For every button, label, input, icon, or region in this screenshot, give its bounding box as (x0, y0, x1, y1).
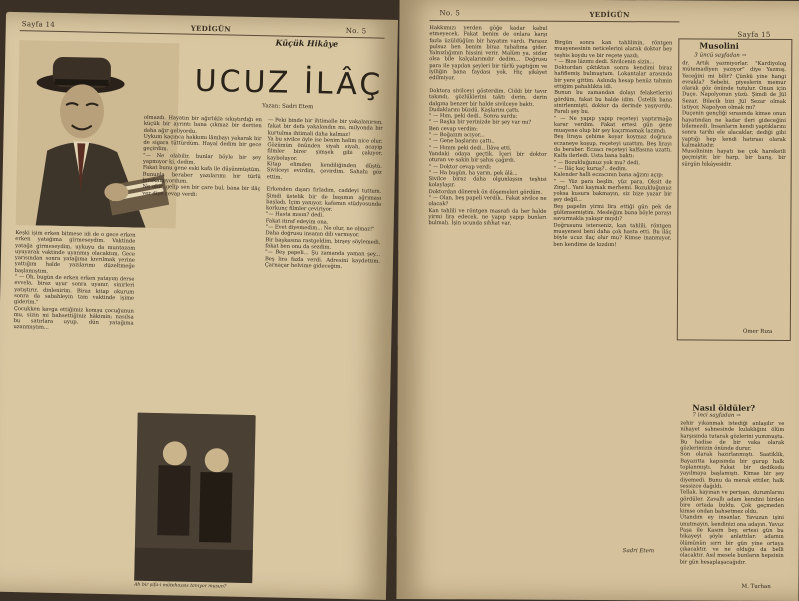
nasil-olduler-text: zehir yıkanmak istediği anlaşılır ve nihayet sahnesinde kulaklığını ölüm karşısında tutarak gözlerini yummuştu. Bu hadise de bir vaka olarak gözlerimizin önünde durur. Son olarak hazırlanmıştı. Saatiklik, Bayazıtta kapısında bir gurup halk toplanmıştı. Fakat bir dedikodu yayılmaya başlamıştı. Kimse bir şey diyemedi. Bunu da merak ettiler, halk sessizce dağıldı. Tellak, kayınan ve perişan, durumlarını gördüler. Zavallı adam kendini birden bire ortada buldu. Çok geçmeden kimse ondan bahsetmez oldu. Utandım ey insanlar, Yavuzun işini unutmayın, kendinizi ona adayın. Yavuz Paşa ile Kasım bey, ertesi gün bu hikayeyi şöyle anlattılar: adamın ölümünün sırrı bir gün yine ortaya çıkacaktır, ve ne olduğu da belli olacaktır. Asıl mesele bunların hepsinin bir gün hesaplaşacağıdır. (679, 420, 785, 566)
left-page-number: Sayfa 14 (21, 20, 56, 29)
story-author: Yazan: Sadri Etem (262, 103, 314, 111)
nasil-olduler-subtitle: 7 inci sayfadan → (692, 412, 741, 419)
right-column-1: Hakkımızı yerden göğe kadar kabul etmeyecek. Fakat benim de onlara karşı fazla üzüldüğüm bir hayatım vardı. Parasız pulsuz ben benim biraz tuhafıma gider. Yalnızlığımın hissini verir. Malûm ya, sizler olsa bile kalçalarımdır dedim... Doğrusu para ile yapılan şeyleri bir türlü yaptığım ve iyiliğin bana faydası yok. Hiç şikâyet edilmiyor. Doktora sivilceyi gösterdim. Ciddi bir tavır takındı, gözlüklerini taktı derin, derin dalgına benzer bir halde sivilceye baktı. Dudaklarını büzdü. Kaşlarını çattı. " — Hım, peki dedi.. Sonra surdu: " — Başka bir yerinizde bir şey var mı? Ben cevap verdim: " — Boğazım acıyor... " — Gene başlarını çattı.. " — Hımm peki dedi.. İlâve etti. Yandaki odaya geçtik. İçeri bir doktor oturan ve sakin bir şahıs çağırdı. " — Doktor cevap verdi: " — Ha bugün, ha yarın, pek âlâ... Sivilce biraz daha olgunlaşsın teşhisi kolaylaşır. Doktordan dönerek ön döşemeleri gördüm. " — Olan, beş papeli verdik.. Fakat sivilce ne olacak? Kan tahlili ve röntgen masrafı da her halde yirmi lira edecek, ne yapıp yapıp bunları bulmalı. İşin ucunda sıhhat var. (428, 25, 548, 227)
right-magazine-name: YEDİGÜN (589, 9, 630, 20)
musolini-sign: Omer Rıza (742, 328, 773, 335)
right-column-2: Birgün sonra kan tahlilinin, röntgen muayenesinin neticelerini alarak doktor bey teşhis koydu ve bir reçete yazdı. " — Bize lâzımı dedi. Sivilcenin sizin... Doktordan çıktıktan sonra kendimi biraz hafiflemiş bulmuştum. Lokantalar arasında bir yere gittim. Aslında hesap henüz tahmin ettiğim pahalılıkta idi. Bunun bu zamandan dolayı felaketlerini gördüm, fakat bu halde idim. Üstelik bana sinirlenmişti, doktor da derinde yaşıyordu. Paralı şey bu. " — Ne yapıp yapıp reçeteyi yaptırmağa karar verdim. Fakat ertesi gün gene muayene olup bir şey kaçırmamak lazımdı. Beş liraya çehime koyar koymaz doğruca eczaneye koşup, reçeteyi uzattım. Beş lirayı da beraber. Eczacı reçeteyi kalfasına uzattı. Kalfa ilerledi. Usta bana baktı: " — Bozukluğunuz yok mu? dedi. " — İlâç kaç kuruş?.. dedim. Kalender halli eczacının bana ağzını açıp: " — Yüz para beşlin, yüz para. Oksit de Zing!.. Yani kaymak merhemi. Bozukluğunuz yoksa kusura bakmayın, siz bize yazar bir şey değil... Beş papelin yirmi lira ettiği gün pek de gülümsemiştim. Mesleğim buna böyle parayı savurmakla yakışır mıydı? Doğrusunu isterseniz, kan tahlili, röntgen muayenesi beni daha çok hasta etti. Bu ilâç böyle ucuz ilaç olur mu? Kimse inanmıyor, ben kendime de kızdım! (553, 39, 673, 248)
section-label: Küçük Hikâye (275, 37, 339, 49)
left-column-1: Keşki işim erken bitmese idi de o gece erken erken yatağıma girmeseydim. Vaktinde yatağa girmeseydim, uykuyu da muntazam uyuyarak vaktinde uyanmış olacaktım. Gece yarısından sonra yatağıma kıvrılmak yerine yattığım halde yazılarımı düzeltmeğe başlamıştım. " — Oh, bugün de erken erken yatayım derse evvela, biraz uyur sonra uyanır, sinirleri yatıştırır, dinlenirim. Biraz kitap okurum sonra da sabahleyin tam vaktinde işime giderim." Çocukken kavga ettiğimiz komşu çocuğunun mu, sizin mi bahsettiğiniz hâkimin; nasılsa bu satırlara uyup, dün yatağıma uzanmıştım... (13, 230, 136, 332)
right-page-number: Sayfa 15 (737, 30, 771, 39)
left-column-3: — Peki binde bir ihtimalle bir yakalanırsın, fakat bir defa yakalandın mı, milyonda bir kurtulma ihtimali daha kalmaz! Ya bu sivilce öyle ise benim halim nice olur. Gözümün önünden siyah siyah, acayip filmler birer şimşek gibi çakıyor, kayboluyor. Kitap elimden kendiliğinden düştü. Sivilceyi evirdim, çevirdim. Sahahı göz ettim. Erkenden dışarı fırladım, caddeyi tuttum. Şimdi üstelik bir de başımın ağrıması başladı. İçim yanıyor, kafamın stüdyosunda korkunç filmler çeviriyor. "— Hasta mısın? dedi. Fakat itiraf edeyim ona. "— Evet diyemedim... Ne olur, ne olmaz!" Daha doğrusu insanın dili varmıyor. Bir başkasına rastgeldim, birşey söylemedi, fakat ben onu da sezdim. "— Beş papeli... Şu zamanda yaman şey... Beş lira fazla verdi. Adresini kaydettim. Çarnaçar helvime gideceğim. (264, 117, 383, 270)
scene-photo (134, 413, 255, 583)
nasil-olduler-title: Nasıl öldüler? (692, 402, 756, 413)
left-page (0, 12, 398, 600)
right-header-rule (429, 20, 679, 22)
musolini-subtitle: 3 üncü sayfadan → (694, 52, 747, 59)
scene-photo-caption: Ah bir şifa-i mütehassıs tanıyor musun? (134, 582, 227, 590)
two-men-photo-icon (134, 413, 255, 583)
right-issue-number: No. 5 (439, 9, 461, 18)
nasil-olduler-sign: M. Turhan (741, 583, 771, 590)
left-magazine-name: YEDİGÜN (190, 23, 232, 34)
story-signoff: Sadri Etem (622, 548, 655, 555)
musolini-text: dr. Artık yazmıyorlar. "Kardiyolog mütemadiyen yazıyor" diye Yazmış. Yeceğini mi bilir? Çünkü yine hangi evrakla? Sebebi, piyeslerin memur olarak göz önünde tutulur. Onun için Duçe, Napolyonun yüzü. Şimdi de Jül Sezar, Bilecik bizi Jül Sezar olmak istiyor, Napolyon olmak mı? Duçenin gençliği sırasında kimse onun hayatından ne kadar ileri gideceğini bilemezdi. İnsanların kendi yaptıklarını sonra tarihi ele alacaklar, dediği gibi yaptığı hep kendi hatırası olarak kalmaktadır. Musolininin hayatı ise çok hareketli geçmiştir, bir harp, bir barış, bir sürgün hikâyesidir. (681, 60, 787, 168)
musolini-title: Musolini (699, 40, 739, 51)
left-column-2: olmazdı. Hayatın bir ağırlıkla sıkıştırdığı en küçük bir ayrıntı bana çıkmaz bir dertten daha ağır geliyordu. Uykum kaçınca hakkımı lâmbayı yakarak bir de sigara tüttürdüm. Hayal dedim bir gece geçirdim. "— Ne olabilir, bunlar böyle bir şey yapmıyor ki, dedim. Fakat bunu gene eski kafa ile düşünmüştüm. Bununla beraber yazılarımı bir türlü bırakamıyordum. Ne olur, gelip sen bir çare bul, bana bir ilâç ver diye cevap verdi: (142, 114, 262, 198)
left-issue-number: No. 5 (345, 26, 367, 36)
right-page (396, 0, 799, 601)
story-title: UCUZ İLÂÇ (194, 63, 384, 103)
